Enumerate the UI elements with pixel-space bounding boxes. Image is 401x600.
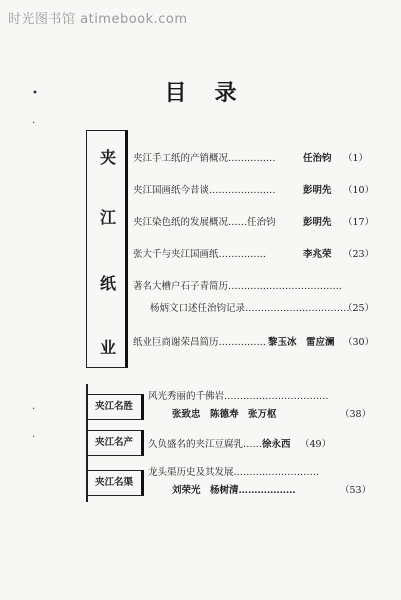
toc-entry[interactable] bbox=[133, 214, 375, 228]
entry-page: （17） bbox=[343, 217, 375, 228]
section-label-box bbox=[86, 130, 128, 368]
toc-entry[interactable] bbox=[148, 436, 332, 450]
entry-title: 久负盛名的夹江豆腐乳…… bbox=[148, 439, 263, 450]
toc-entry[interactable] bbox=[133, 334, 375, 348]
entry-author: 李兆荣 bbox=[303, 249, 332, 260]
section-char: 业 bbox=[99, 338, 116, 357]
entry-page: （38） bbox=[340, 409, 372, 420]
entry-title: 杨炳文口述任治钧记录…………………………… bbox=[150, 303, 350, 314]
entry-title: 风光秀丽的千佛岩…………………………… bbox=[148, 391, 329, 402]
entry-title: 纸业巨商谢荣昌简历…………… bbox=[133, 337, 267, 348]
entry-title: 龙头渠历史及其发展……………………… bbox=[148, 467, 320, 478]
margin-mark: · bbox=[32, 404, 36, 415]
section-char: 纸 bbox=[99, 274, 116, 293]
toc-entry-continued[interactable] bbox=[150, 300, 375, 314]
category-label: 夹江名胜 bbox=[86, 394, 144, 420]
entry-page: （10） bbox=[343, 185, 375, 196]
entry-author: 彭明先 bbox=[303, 217, 332, 228]
toc-entry[interactable] bbox=[133, 182, 375, 196]
entry-page: （25） bbox=[343, 303, 375, 314]
toc-entry[interactable] bbox=[133, 150, 369, 164]
entry-title: 夹江手工纸的产销概况…………… bbox=[133, 153, 276, 164]
margin-mark: · bbox=[32, 118, 36, 129]
margin-mark: · bbox=[32, 432, 36, 443]
category-label: 夹江名产 bbox=[86, 430, 144, 456]
page-title: 目录 bbox=[164, 80, 265, 106]
toc-entry[interactable] bbox=[148, 464, 319, 478]
entry-page: （23） bbox=[343, 249, 375, 260]
toc-entry-continued[interactable] bbox=[172, 406, 372, 420]
category-label: 夹江名渠 bbox=[86, 470, 144, 496]
entry-author: 任治钧 bbox=[303, 153, 332, 164]
entry-title: 著名大槽户石子青简历……………………………… bbox=[133, 281, 343, 292]
entry-author: 彭明先 bbox=[303, 185, 332, 196]
entry-page: （1） bbox=[343, 153, 369, 164]
entry-page: （30） bbox=[343, 337, 375, 348]
entry-author: 张致忠 陈德寿 张万枢 bbox=[172, 409, 277, 420]
entry-page: （49） bbox=[300, 439, 332, 450]
toc-entry[interactable] bbox=[148, 388, 329, 402]
entry-page: （53） bbox=[340, 485, 372, 496]
entry-title: 张大千与夹江国画纸…………… bbox=[133, 249, 267, 260]
entry-author: 刘荣光 杨树清……………… bbox=[172, 485, 296, 496]
toc-entry-continued[interactable] bbox=[172, 482, 372, 496]
entry-title: 夹江染色纸的发展概况……任治钧 bbox=[133, 217, 276, 228]
toc-entry[interactable] bbox=[133, 246, 375, 260]
entry-title: 夹江国画纸今昔谈………………… bbox=[133, 185, 276, 196]
margin-mark: • bbox=[32, 88, 38, 99]
watermark: 时光图书馆 atimebook.com bbox=[8, 12, 188, 27]
toc-entry[interactable] bbox=[133, 278, 342, 292]
section-char: 夹 bbox=[99, 148, 116, 167]
entry-author: 黎玉冰 雷应澜 bbox=[268, 337, 335, 348]
section-char: 江 bbox=[99, 208, 116, 227]
entry-author: 徐永西 bbox=[262, 439, 291, 450]
